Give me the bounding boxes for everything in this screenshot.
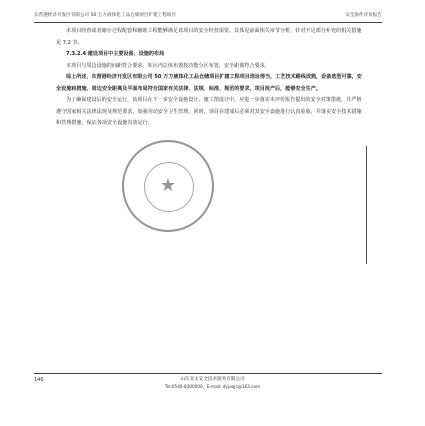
- paragraph-recommendation: 为了确保建设后的安全运行，该项目在下一步安全设施设计、施工图设计中，应进一步落实本评价报告提出的安全对策措施，并严格遵守国家相关法律法规及规范要求，加强劳动安全卫生管理。同时，项目在建成后必须对其安全设施进行认真验收，并落实安全技术措施和管理措施，保证各项安全设施有效运行。: [56, 97, 362, 126]
- section-heading: 7.3.2.4 建设项目中主要设备、设施的布局: [66, 51, 165, 57]
- header-project-title: 东营港经济开发区有限公司 50 万方液体化工品仓储项目扩建工程项目: [34, 13, 176, 18]
- header-report-title: 安全条件评价报告: [345, 13, 382, 18]
- footer-organization: 山东亚太安全技术服务有限公司: [180, 377, 245, 382]
- paragraph-1: 本项目经营或者储存过程配套和辅助工程能够满足该项目的安全经营需要。具体见前面相关章节分析，针对不足部分补充的相关措施见 7.2 节。: [56, 28, 362, 46]
- company-seal: [122, 140, 214, 232]
- paragraph-2: 本项目与周边设施的间距符合要求，库区内总体布置按功能分区布置，安全距离符合要求。: [66, 62, 270, 69]
- seal-star-icon: ★: [159, 175, 177, 196]
- footer-contact: Tel:0546-8300000，E-mail: dyjaqjs@163.com: [164, 384, 261, 389]
- paragraph-conclusion: 综上所述，东营港经济开发区有限公司 50 万方液体化工品仓储项目扩建工程项目选址得当，工艺技术路线成熟，设备选型可靠，安全设施和措施、周边安全距离及平面布局符合国家有关法律、法规、标准、规范的要求，项目投产后，能够安全生产。: [56, 74, 362, 92]
- page-number: 146: [34, 377, 44, 383]
- body-text: [56, 26, 364, 130]
- margin-rule: [366, 146, 367, 264]
- header-rule: [34, 22, 382, 23]
- running-header: [34, 10, 382, 22]
- footer-rule: [34, 373, 382, 374]
